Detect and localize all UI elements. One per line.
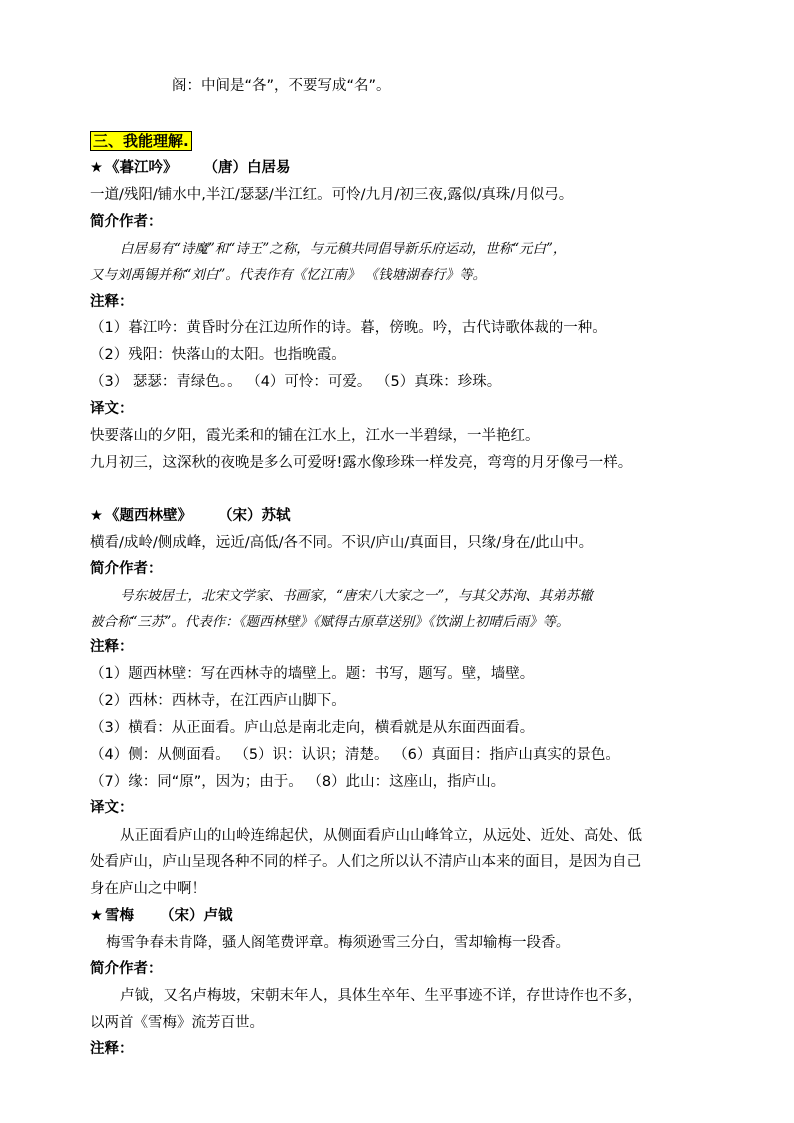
- poem2-note-3: （3）横看：从正面看。庐山总是南北走向，横看就是从东面西面看。: [90, 720, 535, 736]
- poem1-title-line: [90, 158, 291, 178]
- poem3-title-line: [90, 906, 233, 926]
- poem2-translation-3: 身在庐山之中啊！: [90, 881, 206, 897]
- poem1-title: 《暮江吟》: [105, 160, 178, 176]
- section-heading: [90, 131, 192, 152]
- poem1-note-2: （2）残阳：快落山的太阳。也指晚霞。: [90, 347, 346, 363]
- poem1-translation-heading: 译文：: [90, 401, 134, 417]
- poem1-dynasty-author: （唐）白居易: [203, 160, 291, 176]
- poem3-dynasty-author: （宋）卢钺: [160, 908, 233, 924]
- poem3-title: 雪梅: [105, 908, 134, 924]
- poem2-dynasty-author: （宋）苏轼: [218, 508, 291, 524]
- poem2-author-heading: 简介作者：: [90, 561, 163, 577]
- poem2-note-5: （7）缘：同“原”，因为；由于。 （8）此山：这座山，指庐山。: [90, 774, 506, 790]
- top-note: 阁：中间是“各”，不要写成“名”。: [172, 78, 391, 94]
- poem2-title: 《题西林壁》: [105, 508, 192, 524]
- poem1-author-line-1: 白居易有“诗魔”和“诗王”之称，与元稹共同倡导新乐府运动，世称“元白”，: [120, 241, 567, 257]
- poem1-author-line-2: 又与刘禹锡并称“刘白”。代表作有《忆江南》 《钱塘湖春行》等。: [90, 267, 487, 283]
- poem1-text: 一道/残阳/铺水中,半江/瑟瑟/半江红。可怜/九月/初三夜,露似/真珠/月似弓。: [90, 187, 574, 203]
- poem1-notes-heading: 注释：: [90, 294, 134, 310]
- poem2-note-2: （2）西林：西林寺，在江西庐山脚下。: [90, 693, 346, 709]
- poem1-note-3: （3） 瑟瑟：青绿色。。 （4）可怜：可爱。 （5）真珠：珍珠。: [90, 374, 502, 390]
- poem3-text: 梅雪争春未肯降，骚人阁笔费评章。梅须逊雪三分白，雪却输梅一段香。: [106, 935, 570, 951]
- poem3-author-line-2: 以两首《雪梅》流芳百世。: [90, 1015, 264, 1031]
- star-icon: ★: [90, 508, 103, 524]
- poem2-note-4: （4）侧：从侧面看。 （5）识：认识；清楚。 （6）真面目：指庐山真实的景色。: [90, 747, 620, 763]
- poem1-author-heading: 简介作者：: [90, 214, 163, 230]
- poem3-author-heading: 简介作者：: [90, 961, 163, 977]
- poem2-note-1: （1）题西林壁：写在西林寺的墙壁上。题：书写，题写。壁，墙壁。: [90, 666, 535, 682]
- poem2-notes-heading: 注释：: [90, 639, 134, 655]
- poem2-author-line-2: 被合称“三苏”。代表作：《题西林壁》《赋得古原草送别》《饮湖上初晴后雨》等。: [90, 614, 570, 630]
- poem3-author-line-1: 卢钺，又名卢梅坡，宋朝末年人，具体生卒年、生平事迹不详，存世诗作也不多，: [120, 988, 642, 1004]
- poem2-author-line-1: 号东坡居士，北宋文学家、书画家，“唐宋八大家之一”，与其父苏洵、其弟苏辙: [120, 588, 593, 604]
- star-icon: ★: [90, 908, 103, 924]
- poem2-title-line: [90, 506, 291, 526]
- poem3-notes-heading: 注释：: [90, 1041, 134, 1057]
- poem2-translation-1: 从正面看庐山的山岭连绵起伏，从侧面看庐山山峰耸立，从远处、近处、高处、低: [120, 828, 642, 844]
- poem2-text: 横看/成岭/侧成峰，远近/高低/各不同。不识/庐山/真面目，只缘/身在/此山中。: [90, 535, 594, 551]
- poem1-translation-2: 九月初三，这深秋的夜晚是多么可爱呀!露水像珍珠一样发亮，弯弯的月牙像弓一样。: [90, 455, 633, 471]
- poem1-translation-1: 快要落山的夕阳，霞光柔和的铺在江水上，江水一半碧绿，一半艳红。: [90, 428, 540, 444]
- poem2-translation-2: 处看庐山，庐山呈现各种不同的样子。人们之所以认不清庐山本来的面目，是因为自己: [90, 854, 641, 870]
- star-icon: ★: [90, 160, 103, 176]
- poem2-translation-heading: 译文：: [90, 800, 134, 816]
- section-heading-highlight: 三、我能理解.: [90, 131, 192, 151]
- poem1-note-1: （1）暮江吟：黄昏时分在江边所作的诗。暮，傍晚。吟，古代诗歌体裁的一种。: [90, 320, 607, 336]
